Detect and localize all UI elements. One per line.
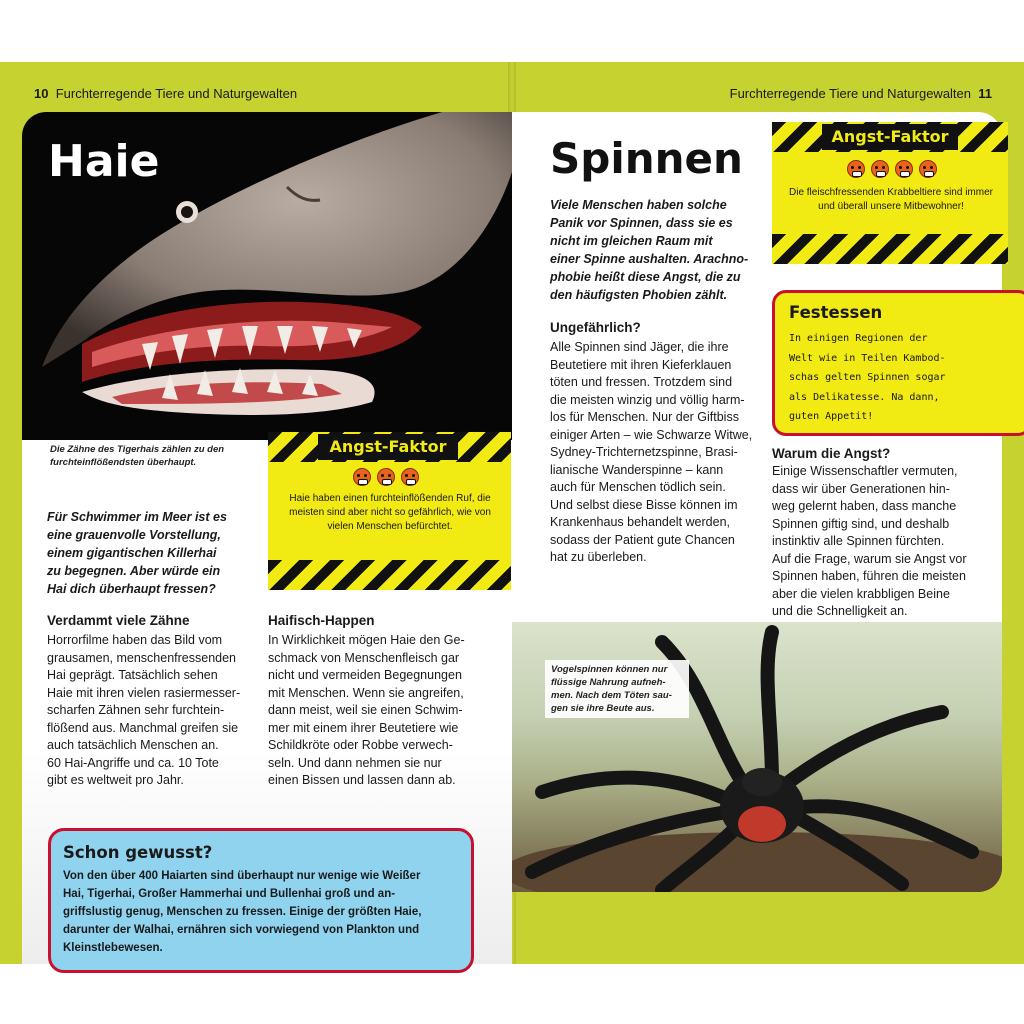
caption-line: flüssige Nahrung aufneh- xyxy=(551,677,666,688)
intro-line: nicht im gleichen Raum mit xyxy=(550,234,713,248)
body-line: Spinnen giftig sind, und deshalb xyxy=(772,516,950,531)
spider-intro xyxy=(550,196,765,304)
body-line: einiger Arten – wie Schwarze Witwe, xyxy=(550,427,753,442)
left-running-header xyxy=(34,86,297,101)
intro-line: eine grauenvolle Vorstellung, xyxy=(47,528,221,542)
section-title-zaehne: Verdammt viele Zähne xyxy=(47,613,190,628)
shark-heading: Haie xyxy=(48,136,160,187)
angst-faktor-label: Angst-Faktor xyxy=(318,434,458,460)
angst-faktor-label: Angst-Faktor xyxy=(822,124,958,150)
body-line: Krankenhaus behandelt werden, xyxy=(550,515,730,529)
body-line: flößend aus. Manchmal greifen sie xyxy=(47,720,239,735)
caption-line: men. Nach dem Töten sau- xyxy=(551,690,672,701)
festessen-text xyxy=(789,329,1019,427)
body-line: töten und fressen. Trotzdem sind xyxy=(550,375,733,389)
intro-line: Hai dich überhaupt fressen? xyxy=(47,582,216,596)
body-line: dass wir über Generationen hin- xyxy=(772,481,950,496)
box-line: Von den über 400 Haiarten sind überhaupt nur wenige wie Weißer xyxy=(63,870,421,882)
hazard-stripe-bottom xyxy=(772,234,1008,264)
angst-faktor-text: Die fleischfressenden Krabbeltiere sind immer und überall unsere Mitbewohner! xyxy=(789,187,993,212)
section-body-happen xyxy=(268,632,493,790)
body-line: lianische Wanderspinne – kann xyxy=(550,462,724,477)
shark-intro xyxy=(47,508,257,598)
fear-rating xyxy=(847,160,937,178)
shark-angst-faktor-box xyxy=(268,432,511,590)
intro-line: Panik vor Spinnen, dass sie es xyxy=(550,216,733,230)
body-line: einen Bissen und lassen dann ab. xyxy=(268,773,456,787)
caption-line: gen sie ihre Beute aus. xyxy=(551,703,655,714)
box-line: darunter der Walhai, ernähren sich vorwiegend von Plankton und xyxy=(63,924,420,936)
body-line: hat zu überleben. xyxy=(550,550,647,564)
body-line: Alle Spinnen sind Jäger, die ihre xyxy=(550,340,729,354)
hazard-stripe-bottom xyxy=(268,560,511,590)
schon-gewusst-text xyxy=(63,867,463,957)
body-line: scharfen Zähnen sehr furchtein- xyxy=(47,703,225,717)
body-line: auch tatsächlich Menschen an. xyxy=(47,738,219,752)
section-title-happen: Haifisch-Happen xyxy=(268,613,375,628)
body-line: mer mit einem ihrer Beutetiere wie xyxy=(268,720,459,735)
body-line: In Wirklichkeit mögen Haie den Ge- xyxy=(268,633,465,647)
body-line: Und selbst diese Bisse können im xyxy=(550,497,738,512)
festessen-box xyxy=(772,290,1024,436)
left-page-number: 10 xyxy=(34,86,49,101)
intro-line: Für Schwimmer im Meer ist es xyxy=(47,510,227,524)
body-line: dann meist, weil sie einen Schwim- xyxy=(268,703,463,717)
scared-face-icon xyxy=(871,160,889,178)
spider-photo-caption xyxy=(545,660,689,718)
intro-line: den häufigsten Phobien zählt. xyxy=(550,288,728,302)
right-running-title: Furchterregende Tiere und Naturgewalten xyxy=(729,86,972,101)
body-line: sodass der Patient gute Chancen xyxy=(550,532,735,547)
scared-face-icon xyxy=(401,468,419,486)
scared-face-icon xyxy=(353,468,371,486)
section-body-zaehne xyxy=(47,632,262,790)
fear-rating xyxy=(353,468,419,486)
body-line: los für Menschen. Nur der Giftbiss xyxy=(550,410,739,424)
body-line: Beutetiere mit ihren Kieferklauen xyxy=(550,357,732,372)
caption-line: Vogelspinnen können nur xyxy=(551,664,668,675)
intro-line: einer Spinne aushalten. Arachno- xyxy=(550,252,749,266)
angst-faktor-text: Haie haben einen furchteinflößenden Ruf, die meisten sind aber nicht so gefährlich, wie von vielen Menschen befürchtet. xyxy=(289,493,491,532)
right-page-number: 11 xyxy=(978,86,992,101)
body-line: nicht und vermeiden Begegnungen xyxy=(268,668,462,682)
body-line: schmack von Menschenfleisch gar xyxy=(268,650,460,665)
box-line: guten Appetit! xyxy=(789,411,874,422)
body-line: aber die vielen krabbligen Beine xyxy=(772,586,950,601)
box-line: Welt wie in Teilen Kambod- xyxy=(789,352,946,364)
body-line: Schildkröte oder Robbe verwech- xyxy=(268,738,453,752)
body-line: Haie mit ihren vielen rasiermesser- xyxy=(47,685,241,700)
body-line: Hai geprägt. Tatsächlich sehen xyxy=(47,668,218,682)
box-line: Kleinstlebewesen. xyxy=(63,942,163,954)
intro-line: phobie heißt diese Angst, die zu xyxy=(550,270,741,284)
box-line: Hai, Tigerhai, Großer Hammerhai und Bullenhai groß und an- xyxy=(63,888,396,900)
body-line: instinktiv alle Spinnen fürchten. xyxy=(772,534,945,548)
box-line: griffslustig genug, Menschen zu fressen. Einige der größten Haie, xyxy=(63,906,422,918)
section-body-angst xyxy=(772,463,1002,621)
scared-face-icon xyxy=(377,468,395,486)
intro-line: zu begegnen. Aber würde ein xyxy=(47,564,221,578)
right-running-header xyxy=(730,86,992,101)
box-line: schas gelten Spinnen sogar xyxy=(789,372,946,383)
body-line: Einige Wissenschaftler vermuten, xyxy=(772,464,958,478)
section-body-ungefaehrlich xyxy=(550,339,765,567)
scared-face-icon xyxy=(919,160,937,178)
schon-gewusst-title: Schon gewusst? xyxy=(63,843,213,862)
body-line: Auf die Frage, warum sie Angst vor xyxy=(772,551,967,566)
schon-gewusst-box xyxy=(48,828,474,973)
body-line: und die Schnelligkeit an. xyxy=(772,604,908,618)
scared-face-icon xyxy=(895,160,913,178)
section-title-angst: Warum die Angst? xyxy=(772,446,891,461)
body-line: Horrorfilme haben das Bild vom xyxy=(47,633,223,647)
scared-face-icon xyxy=(847,160,865,178)
intro-line: Viele Menschen haben solche xyxy=(550,198,727,212)
box-line: In einigen Regionen der xyxy=(789,333,928,344)
body-line: mit Menschen. Wenn sie angreifen, xyxy=(268,685,464,700)
section-title-ungefaehrlich: Ungefährlich? xyxy=(550,320,641,335)
spider-angst-faktor-box xyxy=(772,122,1008,264)
body-line: seln. Und dann nehmen sie nur xyxy=(268,755,442,770)
body-line: Spinnen haben, führen die meisten xyxy=(772,569,966,583)
body-line: gibt es weltweit pro Jahr. xyxy=(47,773,184,787)
body-line: 60 Hai-Angriffe und ca. 10 Tote xyxy=(47,755,219,770)
intro-line: einem gigantischen Killerhai xyxy=(47,546,217,560)
box-line: als Delikatesse. Na dann, xyxy=(789,391,940,403)
festessen-title: Festessen xyxy=(789,303,883,322)
spider-heading: Spinnen xyxy=(550,134,743,183)
body-line: Sydney-Trichternetzspinne, Brasi- xyxy=(550,445,738,459)
body-line: die meisten winzig und völlig harm- xyxy=(550,392,745,407)
shark-photo-caption: Die Zähne des Tigerhais zählen zu den furchteinflößendsten überhaupt. xyxy=(44,440,252,472)
body-line: auch für Menschen tödlich sein. xyxy=(550,480,726,494)
body-line: grausamen, menschenfressenden xyxy=(47,650,237,665)
body-line: weg gelernt haben, dass manche xyxy=(772,499,957,513)
left-running-title: Furchterregende Tiere und Naturgewalten xyxy=(55,86,298,101)
